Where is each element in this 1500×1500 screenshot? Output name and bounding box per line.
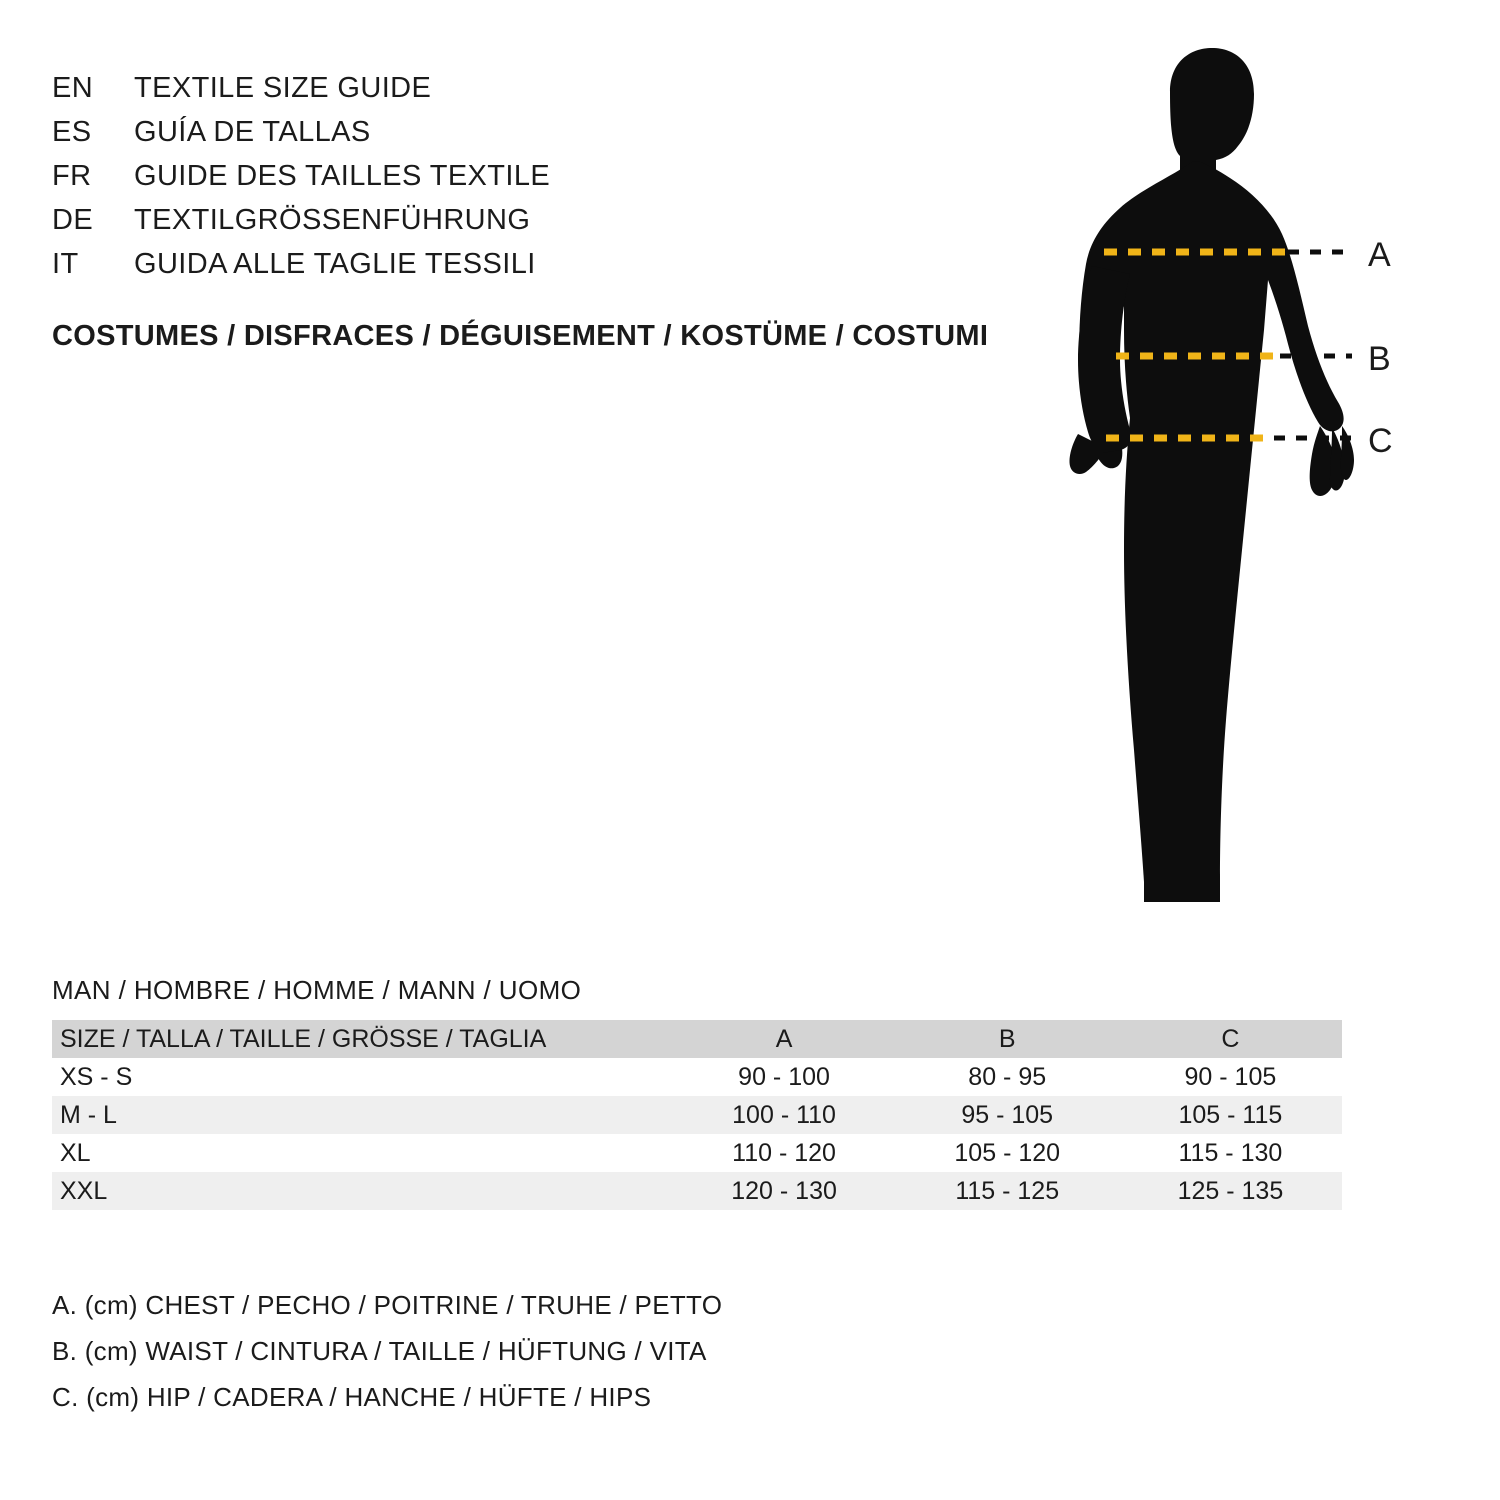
language-row-en bbox=[52, 72, 1032, 116]
language-text-de: TEXTILGRÖSSENFÜHRUNG bbox=[134, 204, 531, 236]
cell-size: M - L bbox=[60, 1100, 117, 1129]
cell-size: XS - S bbox=[60, 1062, 133, 1091]
cell-b: 115 - 125 bbox=[955, 1176, 1060, 1205]
silhouette-shape bbox=[1069, 48, 1354, 902]
measure-label-c: C bbox=[1368, 422, 1393, 460]
column-header-size: SIZE / TALLA / TAILLE / GRÖSSE / TAGLIA bbox=[60, 1024, 547, 1053]
measure-label-a: A bbox=[1368, 236, 1391, 274]
language-text-es: GUÍA DE TALLAS bbox=[134, 116, 371, 148]
cell-a: 100 - 110 bbox=[732, 1100, 836, 1129]
cell-a: 120 - 130 bbox=[731, 1176, 837, 1205]
language-code-es: ES bbox=[52, 116, 92, 148]
cell-a: 110 - 120 bbox=[732, 1138, 836, 1167]
language-row-es bbox=[52, 116, 1032, 160]
body-figure bbox=[1020, 30, 1440, 930]
cell-c: 90 - 105 bbox=[1184, 1062, 1277, 1091]
table-caption: MAN / HOMBRE / HOMME / MANN / UOMO bbox=[52, 975, 582, 1005]
language-text-it: GUIDA ALLE TAGLIE TESSILI bbox=[134, 248, 536, 280]
language-code-de: DE bbox=[52, 204, 94, 236]
language-code-fr: FR bbox=[52, 160, 92, 192]
cell-size: XXL bbox=[60, 1176, 108, 1205]
cell-b: 95 - 105 bbox=[961, 1100, 1054, 1129]
cell-b: 80 - 95 bbox=[968, 1062, 1047, 1091]
column-header-a: A bbox=[775, 1024, 793, 1053]
language-row-it bbox=[52, 248, 1032, 292]
category-line: COSTUMES / DISFRACES / DÉGUISEMENT / KOSTÜME / COSTUMI bbox=[52, 320, 989, 352]
column-header-c: C bbox=[1221, 1024, 1240, 1053]
language-row-de bbox=[52, 204, 1032, 248]
size-table-section bbox=[52, 975, 1342, 1210]
cell-a: 90 - 100 bbox=[738, 1062, 830, 1091]
legend-line-c: C. (cm) HIP / CADERA / HANCHE / HÜFTE / HIPS bbox=[52, 1382, 652, 1412]
language-text-en: TEXTILE SIZE GUIDE bbox=[134, 72, 432, 104]
table-row bbox=[52, 1058, 1342, 1096]
column-header-b: B bbox=[998, 1024, 1016, 1053]
cell-c: 105 - 115 bbox=[1178, 1100, 1283, 1129]
measurement-legend bbox=[52, 1290, 952, 1428]
size-table bbox=[52, 1020, 1342, 1210]
table-row bbox=[52, 1172, 1342, 1210]
cell-size: XL bbox=[60, 1138, 91, 1167]
table-header-row bbox=[52, 1020, 1342, 1058]
legend-line-a: A. (cm) CHEST / PECHO / POITRINE / TRUHE / PETTO bbox=[52, 1290, 723, 1320]
cell-b: 105 - 120 bbox=[954, 1138, 1061, 1167]
language-guide-block bbox=[52, 72, 1032, 353]
legend-line-b: B. (cm) WAIST / CINTURA / TAILLE / HÜFTUNG / VITA bbox=[52, 1336, 707, 1366]
table-row bbox=[52, 1134, 1342, 1172]
table-row bbox=[52, 1096, 1342, 1134]
language-text-fr: GUIDE DES TAILLES TEXTILE bbox=[134, 160, 551, 192]
cell-c: 115 - 130 bbox=[1178, 1138, 1283, 1167]
language-code-it: IT bbox=[52, 248, 79, 280]
cell-c: 125 - 135 bbox=[1177, 1176, 1284, 1205]
measure-label-b: B bbox=[1368, 340, 1391, 378]
language-row-fr bbox=[52, 160, 1032, 204]
language-code-en: EN bbox=[52, 72, 94, 104]
